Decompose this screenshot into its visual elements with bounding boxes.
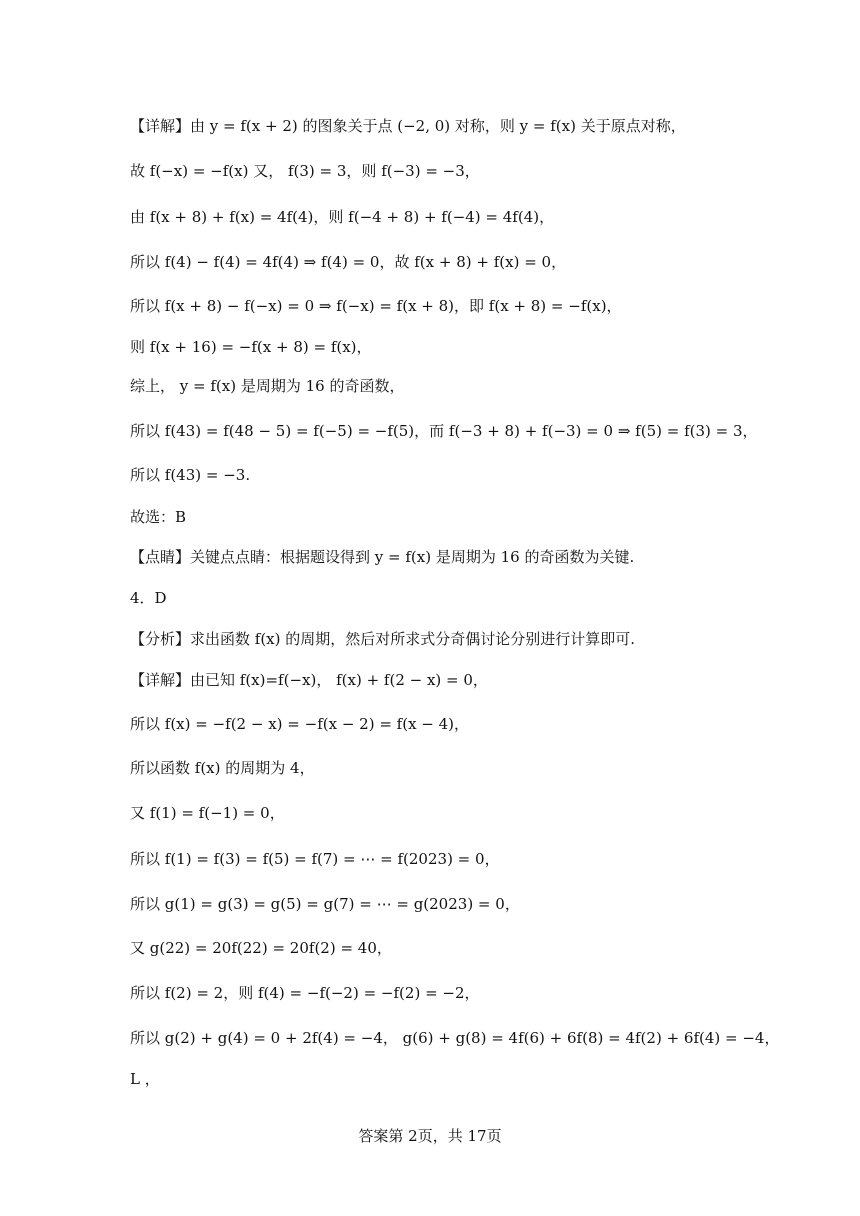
text-line: 所以 f(1) = f(3) = f(5) = f(7) = ⋯ = f(2023) = 0，	[130, 850, 500, 868]
text-line: 【点睛】关键点点睛：根据题设得到 y = f(x) 是周期为 16 的奇函数为关键.	[130, 548, 635, 566]
page-footer: 答案第 2页，共 17页	[358, 1127, 502, 1145]
text-line: 【分析】求出函数 f(x) 的周期，然后对所求式分奇偶讨论分别进行计算即可.	[130, 630, 636, 648]
text-line: 所以 f(4) − f(4) = 4f(4) ⇒ f(4) = 0，故 f(x + 8) + f(x) = 0，	[130, 253, 567, 271]
text-line: 所以函数 f(x) 的周期为 4，	[130, 759, 315, 777]
text-line: 故选：B	[130, 508, 187, 526]
text-line: 所以 f(x + 8) − f(−x) = 0 ⇒ f(−x) = f(x + 8)，即 f(x + 8) = −f(x)，	[130, 297, 622, 315]
text-line: 所以 f(2) = 2，则 f(4) = −f(−2) = −f(2) = −2，	[130, 984, 480, 1002]
text-line: 则 f(x + 16) = −f(x + 8) = f(x)，	[130, 338, 372, 356]
text-line: L ，	[130, 1070, 160, 1088]
text-line: 由 f(x + 8) + f(x) = 4f(4)，则 f(−4 + 8) + f(−4) = 4f(4)，	[130, 208, 555, 226]
text-line: 【详解】由 y = f(x + 2) 的图象关于点 (−2, 0) 对称，则 y = f(x) 关于原点对称，	[130, 117, 686, 135]
text-line: 又 f(1) = f(−1) = 0，	[130, 804, 285, 822]
text-line: 所以 f(43) = −3.	[130, 466, 251, 484]
text-line: 所以 g(1) = g(3) = g(5) = g(7) = ⋯ = g(2023) = 0，	[130, 895, 520, 913]
text-line: 又 g(22) = 20f(22) = 20f(2) = 40，	[130, 939, 392, 957]
text-line: 所以 g(2) + g(4) = 0 + 2f(4) = −4， g(6) + g(8) = 4f(6) + 6f(8) = 4f(2) + 6f(4) = −4，	[130, 1029, 780, 1047]
text-line: 综上， y = f(x) 是周期为 16 的奇函数，	[130, 377, 405, 395]
text-line: 故 f(−x) = −f(x) 又， f(3) = 3，则 f(−3) = −3，	[130, 162, 480, 180]
text-line: 所以 f(x) = −f(2 − x) = −f(x − 2) = f(x − 4)，	[130, 715, 470, 733]
text-line: 4．D	[130, 589, 167, 607]
text-line: 所以 f(43) = f(48 − 5) = f(−5) = −f(5)，而 f(−3 + 8) + f(−3) = 0 ⇒ f(5) = f(3) = 3，	[130, 422, 758, 440]
text-line: 【详解】由已知 f(x)=f(−x)， f(x) + f(2 − x) = 0，	[130, 671, 488, 689]
